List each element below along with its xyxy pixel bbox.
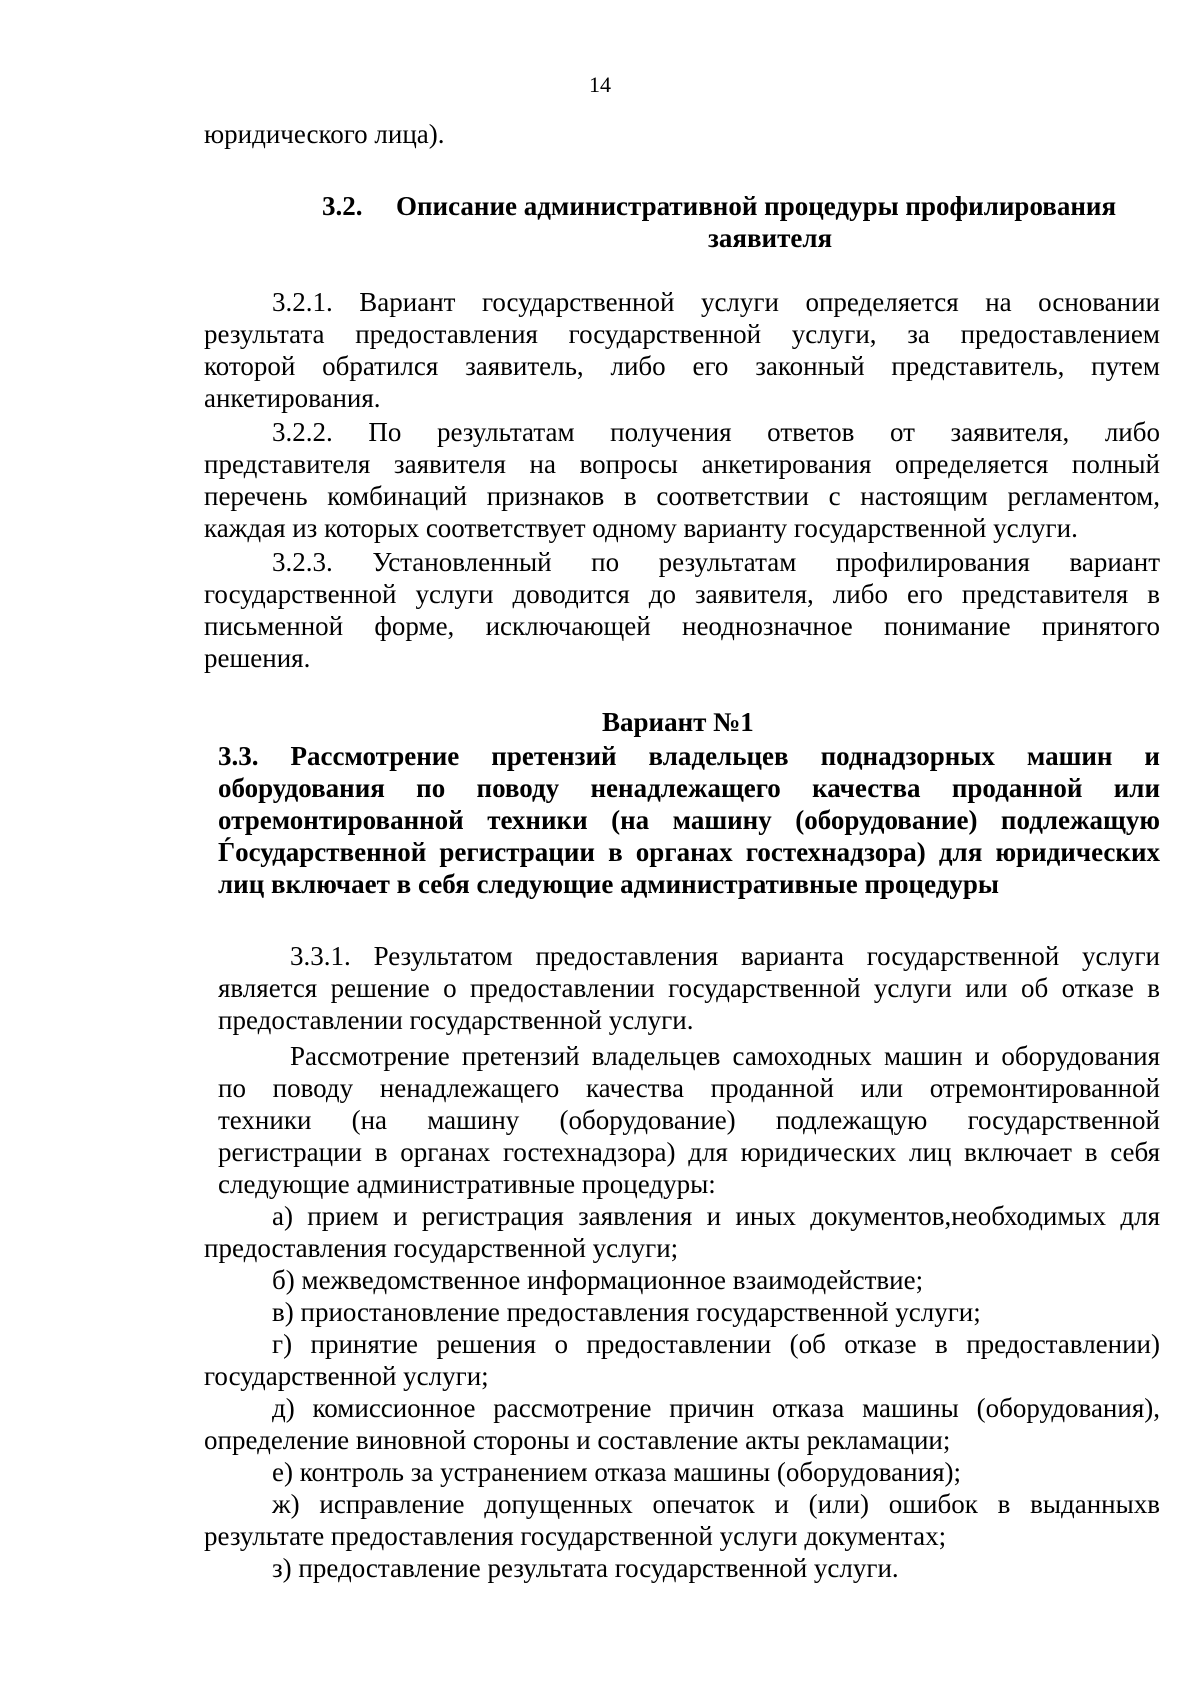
paragraph-3-2-1-line: анкетирования. [204,383,381,413]
paragraph-3-2-3-line: государственной услуги доводится до заявителя, либо его представителя в [204,579,1160,609]
list-item: государственной услуги; [204,1361,489,1391]
paragraph-3-2-2-line: 3.2.2. По результатам получения ответов от заявителя, либо [272,417,1160,447]
section-3-2-title-cont: заявителя [708,223,833,253]
list-item: б) межведомственное информационное взаимодействие; [272,1265,924,1295]
continuation-text: юридического лица). [204,119,445,149]
list-item: д) комиссионное рассмотрение причин отказа машины (оборудования), [272,1393,1160,1423]
paragraph-3-3-1-line: предоставлении государственной услуги. [218,1005,694,1035]
list-item: е) контроль за устранением отказа машины (оборудования); [272,1457,961,1487]
paragraph-3-2-2-line: перечень комбинаций признаков в соответствии с настоящим регламентом, [204,481,1160,511]
paragraph-3-3-1-line: 3.3.1. Результатом предоставления варианта государственной услуги [290,941,1160,971]
list-item: в) приостановление предоставления государственной услуги; [272,1297,981,1327]
paragraph-3-2-2-line: представителя заявителя на вопросы анкетирования определяется полный [204,449,1160,479]
list-item: предоставления государственной услуги; [204,1233,679,1263]
paragraph-3-2-1-line: которой обратился заявитель, либо его законный представитель, путем [204,351,1160,381]
section-3-3-title-line: отремонтированной техники (на машину (оборудование) подлежащую [218,805,1160,835]
list-item: а) прием и регистрация заявления и иных документов,необходимых для [272,1201,1160,1231]
section-3-3-title-line: оборудования по поводу ненадлежащего качества проданной или [218,773,1160,803]
paragraph-review-line: техники (на машину (оборудование) подлежащую государственной [218,1105,1160,1135]
section-3-3-title-line: Ѓосударственной регистрации в органах гостехнадзора) для юридических [218,837,1160,867]
paragraph-3-2-3-line: решения. [204,643,311,673]
page-number: 14 [589,72,611,97]
paragraph-3-2-2-line: каждая из которых соответствует одному варианту государственной услуги. [204,513,1078,543]
paragraph-review-line: регистрации в органах гостехнадзора) для юридических лиц включает в себя [218,1137,1160,1167]
list-item: з) предоставление результата государственной услуги. [272,1553,899,1583]
section-3-2-number: 3.2. [322,191,363,221]
section-3-3-title-line: 3.3. Рассмотрение претензий владельцев поднадзорных машин и [218,741,1160,771]
list-item: результате предоставления государственной услуги документах; [204,1521,947,1551]
paragraph-review-line: по поводу ненадлежащего качества проданной или отремонтированной [218,1073,1160,1103]
paragraph-review-line: следующие административные процедуры: [218,1169,716,1199]
list-item: определение виновной стороны и составление акты рекламации; [204,1425,951,1455]
paragraph-3-2-1-line: 3.2.1. Вариант государственной услуги определяется на основании [272,287,1160,317]
section-3-2-title: Описание административной процедуры профилирования [396,191,1117,221]
section-3-3-title-line: лиц включает в себя следующие административные процедуры [218,869,999,899]
paragraph-3-2-3-line: письменной форме, исключающей неоднозначное понимание принятого [204,611,1160,641]
paragraph-3-3-1-line: является решение о предоставлении государственной услуги или об отказе в [218,973,1160,1003]
variant-heading: Вариант №1 [602,707,754,737]
paragraph-3-2-1-line: результата предоставления государственной услуги, за предоставлением [204,319,1160,349]
paragraph-review-line: Рассмотрение претензий владельцев самоходных машин и оборудования [290,1041,1160,1071]
paragraph-3-2-3-line: 3.2.3. Установленный по результатам профилирования вариант [272,547,1160,577]
list-item: ж) исправление допущенных опечаток и (или) ошибок в выданныхв [272,1489,1160,1519]
list-item: г) принятие решения о предоставлении (об отказе в предоставлении) [272,1329,1160,1359]
